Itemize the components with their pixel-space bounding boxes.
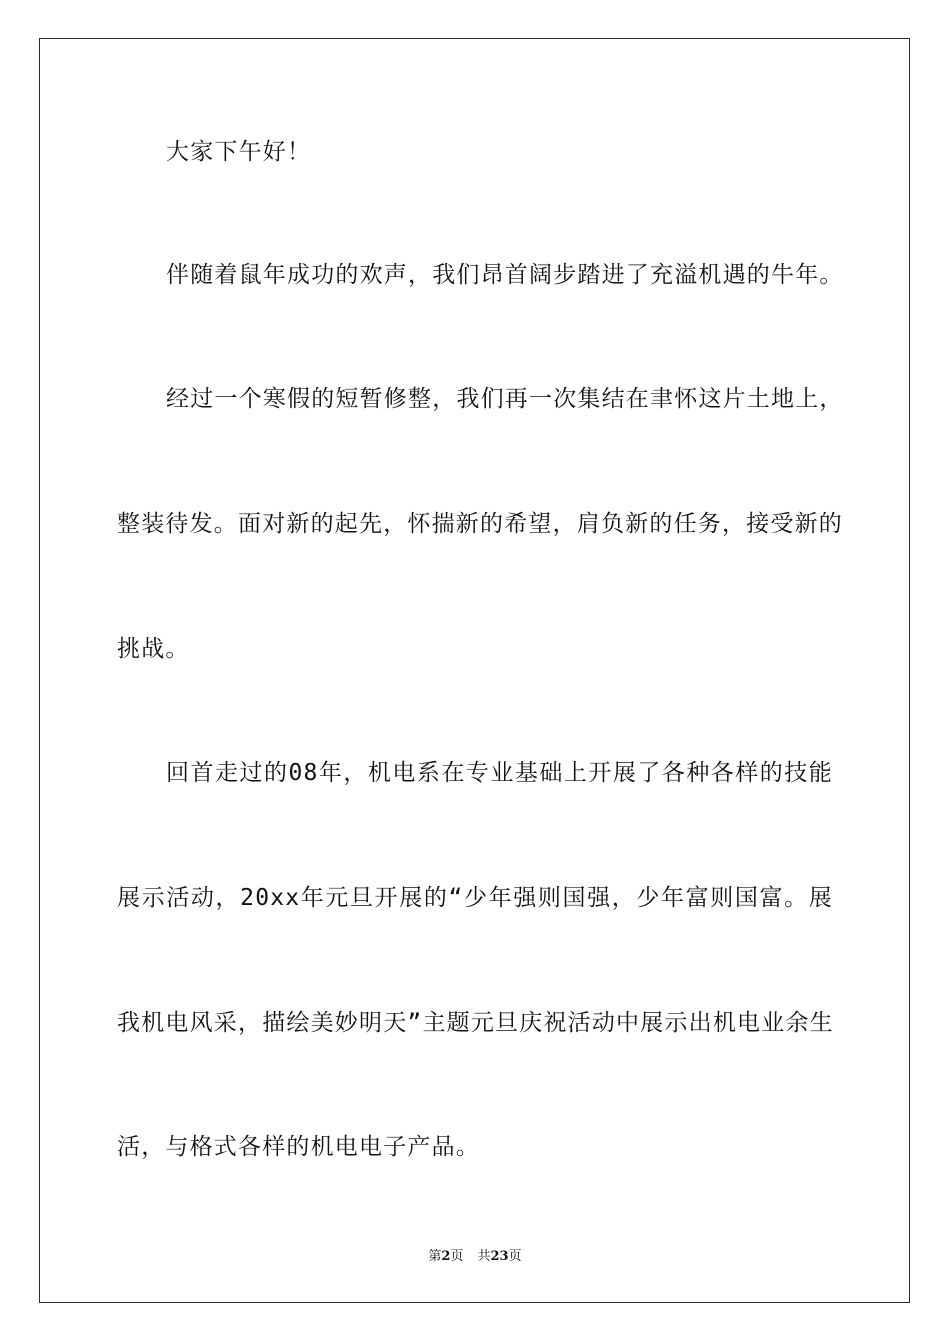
paragraph-line: 我机电风采，描绘美妙明天”主题元旦庆祝活动中展示出机电业余生 <box>117 1010 834 1036</box>
paragraph-line: 展示活动，20xx年元旦开展的“少年强则国强，少年富则国富。展 <box>117 885 833 911</box>
footer-total-pages: 23 <box>490 1249 509 1264</box>
paragraph-line: 挑战。 <box>117 636 190 662</box>
footer-total-prefix: 共 <box>477 1249 491 1264</box>
footer-page-number: 2 <box>441 1249 451 1264</box>
footer-page-prefix: 第 <box>428 1249 442 1264</box>
paragraph-line: 经过一个寒假的短暂修整，我们再一次集结在聿怀这片土地上， <box>166 386 844 412</box>
footer-page-suffix: 页 <box>450 1249 464 1264</box>
paragraph-line: 整装待发。面对新的起先，怀揣新的希望，肩负新的任务，接受新的 <box>117 511 843 537</box>
paragraph-line: 伴随着鼠年成功的欢声，我们昂首阔步踏进了充溢机遇的牛年。 <box>166 262 844 288</box>
paragraph-greeting: 大家下午好！ <box>166 139 312 165</box>
page-frame <box>39 38 910 1303</box>
paragraph-line: 回首走过的08年，机电系在专业基础上开展了各种各样的技能 <box>166 760 833 786</box>
paragraph-line: 活，与格式各样的机电电子产品。 <box>117 1134 480 1160</box>
footer-total-suffix: 页 <box>508 1249 522 1264</box>
page-footer <box>0 1248 950 1266</box>
